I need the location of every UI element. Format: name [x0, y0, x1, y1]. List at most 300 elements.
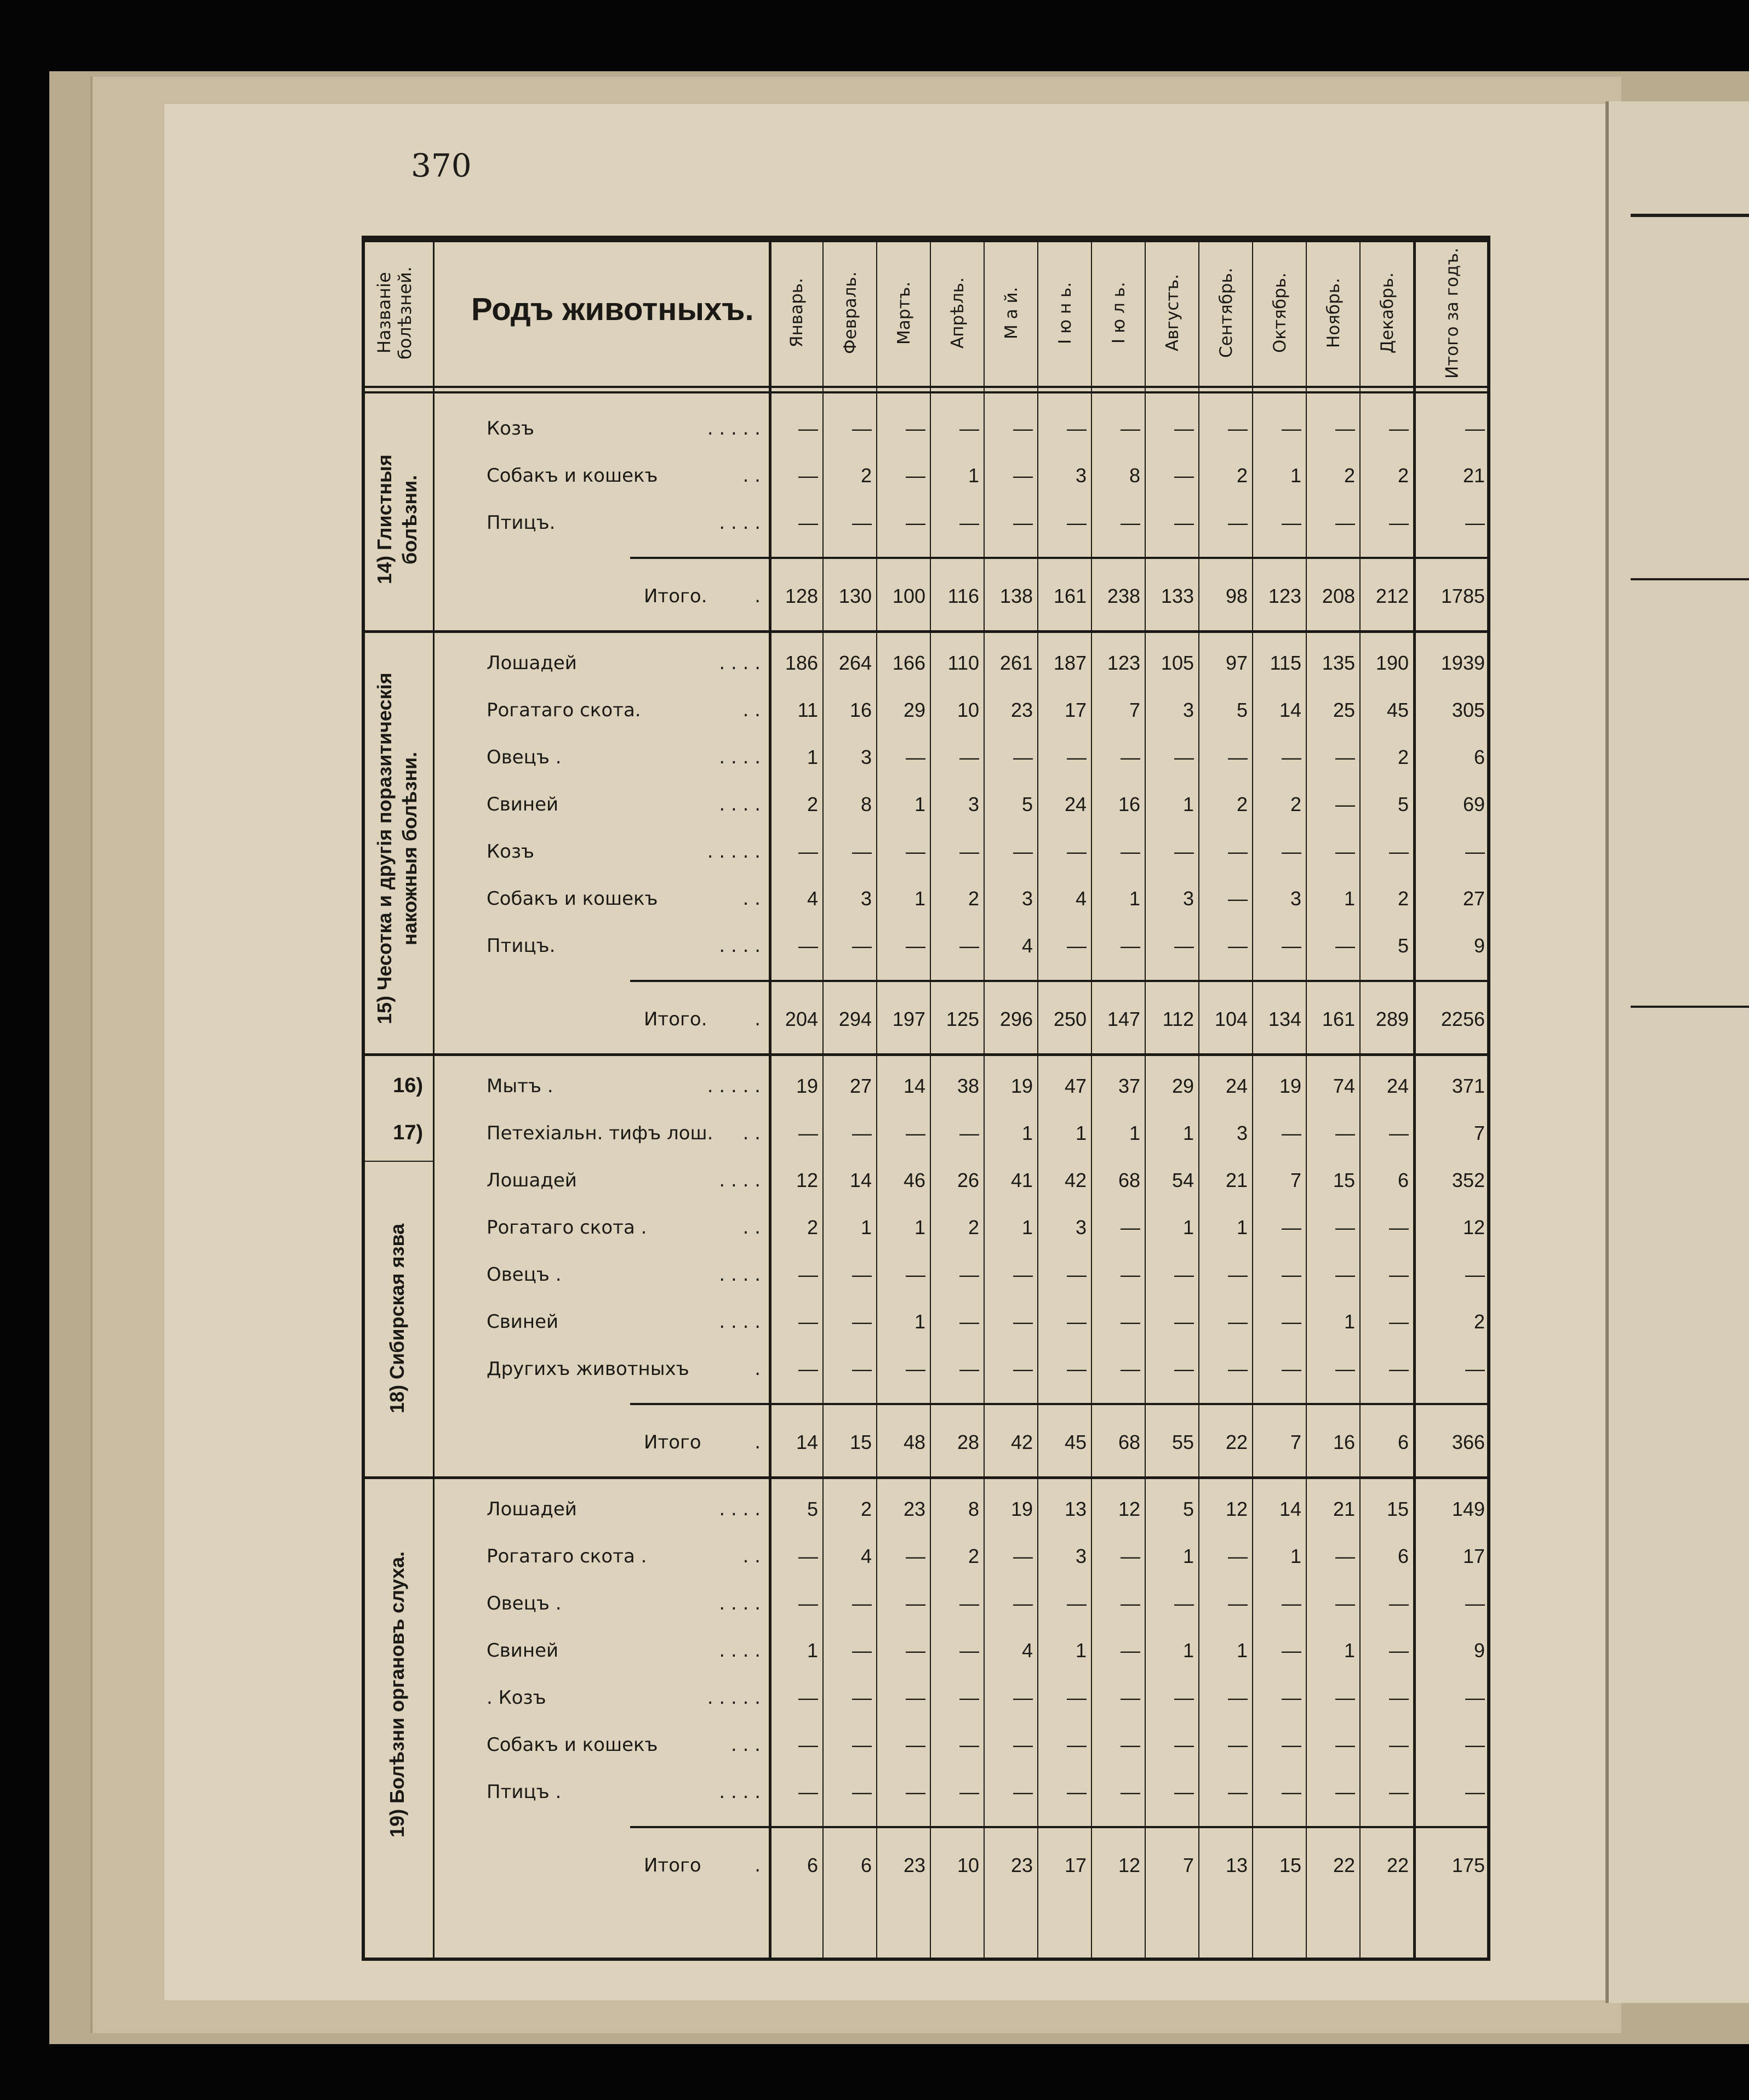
leader-dots: . . . . [719, 1498, 761, 1520]
section-label: 15) Чесотка и другія поразитическія накожныя болѣзни. [373, 672, 421, 1024]
table-cell: — [1174, 1357, 1194, 1380]
table-cell: 7 [1473, 1122, 1485, 1144]
table-cell: 166 [892, 652, 925, 674]
table-cell: 14 [849, 1169, 872, 1191]
table-cell: 3 [1290, 887, 1301, 910]
table-cell: 37 [1118, 1075, 1140, 1097]
table-cell: — [798, 417, 818, 440]
table-rule [1198, 239, 1199, 1958]
table-cell: — [1389, 1263, 1409, 1286]
animal-label: Мытъ . [487, 1075, 553, 1097]
table-cell: — [1282, 1686, 1301, 1709]
table-cell: 149 [1451, 1498, 1485, 1520]
table-cell: — [1013, 1592, 1033, 1614]
table-cell: 1939 [1441, 652, 1485, 674]
table-cell: 17 [1064, 699, 1087, 721]
table-cell: 27 [849, 1075, 872, 1097]
table-cell: — [798, 1781, 818, 1803]
animal-label: Петехіальн. тифъ лош. [487, 1122, 713, 1144]
section-number: 17) [393, 1121, 423, 1144]
table-cell: 5 [1021, 793, 1033, 815]
table-cell: 130 [838, 585, 872, 607]
table-cell: 123 [1268, 585, 1301, 607]
table-cell: 1 [968, 464, 979, 487]
table-cell: 2 [968, 1216, 979, 1239]
table-cell: — [1067, 1686, 1087, 1709]
table-cell: 1 [1075, 1122, 1087, 1144]
table-cell: 5 [807, 1498, 818, 1520]
table-cell: — [798, 1733, 818, 1756]
table-cell: — [1067, 417, 1087, 440]
table-cell: — [1282, 1781, 1301, 1803]
section-label: 14) Глистныя болѣзни. [373, 454, 421, 585]
table-cell: 14 [903, 1075, 925, 1097]
header-month: Апрѣль. [948, 277, 968, 349]
leader-dots: . [755, 585, 761, 607]
table-cell: — [798, 1357, 818, 1380]
table-cell: 16 [1333, 1431, 1355, 1453]
table-cell: — [1121, 417, 1140, 440]
table-cell: 42 [1010, 1431, 1033, 1453]
table-cell: — [1335, 1733, 1355, 1756]
table-cell: — [906, 1122, 925, 1144]
header-month: Февраль. [841, 271, 860, 355]
table-cell: — [1335, 934, 1355, 957]
table-cell: — [959, 1122, 979, 1144]
table-cell: — [1121, 840, 1140, 863]
table-cell: — [1282, 417, 1301, 440]
table-cell: — [906, 1781, 925, 1803]
table-cell: 8 [968, 1498, 979, 1520]
table-cell: — [852, 1733, 872, 1756]
table-cell: 38 [957, 1075, 979, 1097]
table-cell: 54 [1171, 1169, 1194, 1191]
table-cell: 147 [1107, 1008, 1140, 1030]
table-cell: 4 [1075, 887, 1087, 910]
subtotal-rule [630, 1403, 1490, 1405]
leader-dots: . . [742, 699, 761, 721]
next-page-rule [1631, 214, 1749, 217]
table-cell: 161 [1322, 1008, 1355, 1030]
table-cell: 125 [946, 1008, 979, 1030]
table-cell: — [1174, 1686, 1194, 1709]
table-cell: — [1389, 511, 1409, 534]
table-cell: — [1465, 1733, 1485, 1756]
table-cell: — [1389, 1733, 1409, 1756]
table-cell: 2 [1236, 464, 1248, 487]
table-cell: 366 [1451, 1431, 1485, 1453]
table-cell: 7 [1182, 1854, 1194, 1876]
animal-label: Рогатаго скота . [487, 1545, 647, 1567]
header-month: Мартъ. [894, 281, 914, 345]
table-cell: — [1228, 1263, 1248, 1286]
table-cell: — [1465, 1686, 1485, 1709]
table-cell: 2 [968, 1545, 979, 1567]
table-cell: 5 [1236, 699, 1248, 721]
table-cell: 4 [807, 887, 818, 910]
table-cell: — [906, 1545, 925, 1567]
table-cell: — [1013, 511, 1033, 534]
table-rule [1359, 239, 1361, 1958]
table-cell: 1 [1182, 1122, 1194, 1144]
table-cell: — [1282, 840, 1301, 863]
table-cell: 3 [1021, 887, 1033, 910]
table-cell: 19 [1010, 1498, 1033, 1520]
table-cell: 133 [1161, 585, 1194, 607]
table-cell: 6 [1473, 746, 1485, 768]
table-cell: — [1389, 1781, 1409, 1803]
table-cell: — [1174, 746, 1194, 768]
table-cell: 7 [1290, 1169, 1301, 1191]
table-cell: 100 [892, 585, 925, 607]
table-cell: 1785 [1441, 585, 1485, 607]
table-cell: — [1013, 746, 1033, 768]
table-cell: — [852, 1357, 872, 1380]
section-label: 19) Болѣзни органовъ слуха. [386, 1551, 408, 1838]
table-cell: — [1389, 1592, 1409, 1614]
table-cell: 8 [860, 793, 872, 815]
table-cell: 1 [1344, 1639, 1355, 1662]
table-cell: — [1282, 1733, 1301, 1756]
table-cell: — [852, 511, 872, 534]
table-cell: 28 [957, 1431, 979, 1453]
table-cell: — [1335, 793, 1355, 815]
table-cell: 296 [999, 1008, 1033, 1030]
table-cell: 264 [838, 652, 872, 674]
table-cell: — [906, 511, 925, 534]
table-cell: 110 [947, 652, 979, 674]
table-cell: — [1067, 934, 1087, 957]
table-cell: 55 [1171, 1431, 1194, 1453]
total-label: Итого. [644, 1008, 707, 1030]
section-rule [362, 630, 1490, 633]
table-cell: — [852, 934, 872, 957]
leader-dots: . . [742, 1545, 761, 1567]
table-cell: 2 [1397, 887, 1409, 910]
table-cell: 238 [1107, 585, 1140, 607]
subtotal-rule [630, 980, 1490, 982]
animal-label: Свиней [487, 1640, 559, 1662]
table-cell: 123 [1107, 652, 1140, 674]
table-cell: 5 [1397, 793, 1409, 815]
table-rule [433, 239, 435, 1958]
table-cell: — [906, 934, 925, 957]
table-cell: — [1174, 840, 1194, 863]
table-cell: — [1067, 746, 1087, 768]
table-cell: — [1465, 840, 1485, 863]
table-cell: 68 [1118, 1169, 1140, 1191]
table-cell: 15 [1279, 1854, 1301, 1876]
leader-dots: . . . . [719, 1593, 761, 1614]
leader-dots: . . . . . [707, 1687, 761, 1709]
header-month: Декабрь. [1378, 272, 1397, 353]
animal-label: Собакъ и кошекъ [487, 888, 658, 910]
table-cell: 6 [1397, 1545, 1409, 1567]
table-cell: 3 [968, 793, 979, 815]
table-cell: — [1013, 1686, 1033, 1709]
header-animal-column: Родъ животныхъ. [471, 292, 754, 327]
table-cell: — [1335, 1686, 1355, 1709]
table-cell: 23 [903, 1498, 925, 1520]
table-cell: — [852, 1310, 872, 1333]
table-cell: 1 [1344, 887, 1355, 910]
table-cell: — [852, 1263, 872, 1286]
table-cell: 23 [903, 1854, 925, 1876]
table-cell: — [852, 417, 872, 440]
table-cell: — [959, 417, 979, 440]
table-cell: 1 [1129, 1122, 1140, 1144]
table-cell: — [1228, 1686, 1248, 1709]
table-cell: 45 [1064, 1431, 1087, 1453]
table-cell: — [1335, 746, 1355, 768]
table-cell: — [959, 1263, 979, 1286]
table-cell: — [1282, 1357, 1301, 1380]
table-cell: 5 [1397, 934, 1409, 957]
table-cell: 1 [1182, 793, 1194, 815]
table-rule [930, 239, 931, 1958]
table-cell: — [1121, 1592, 1140, 1614]
table-cell: 21 [1333, 1498, 1355, 1520]
header-month: Октябрь. [1270, 272, 1290, 353]
page-number: 370 [411, 147, 472, 184]
table-cell: 175 [1451, 1854, 1485, 1876]
table-cell: — [852, 1639, 872, 1662]
table-cell: — [1067, 1592, 1087, 1614]
header-month: І ю н ь. [1055, 282, 1075, 344]
leader-dots: . . . . [719, 652, 761, 674]
section-rule [362, 1053, 1490, 1056]
table-cell: — [1228, 1733, 1248, 1756]
table-cell: — [798, 840, 818, 863]
table-rule [822, 239, 824, 1958]
table-cell: 48 [903, 1431, 925, 1453]
table-cell: 3 [1182, 887, 1194, 910]
table-cell: — [1174, 464, 1194, 487]
table-cell: 68 [1118, 1431, 1140, 1453]
table-cell: — [959, 1733, 979, 1756]
table-cell: — [1121, 1781, 1140, 1803]
table-cell: 104 [1214, 1008, 1248, 1030]
leader-dots: . . [742, 888, 761, 910]
table-cell: 1 [914, 793, 925, 815]
table-cell: 3 [1075, 1216, 1087, 1239]
table-cell: 22 [1386, 1854, 1409, 1876]
table-cell: — [1013, 1310, 1033, 1333]
table-rule [1306, 239, 1307, 1958]
table-cell: — [1335, 1592, 1355, 1614]
table-cell: 3 [1075, 1545, 1087, 1567]
table-cell: — [798, 464, 818, 487]
table-cell: — [959, 1592, 979, 1614]
table-cell: — [852, 1686, 872, 1709]
table-cell: — [1389, 1639, 1409, 1662]
table-cell: — [1013, 417, 1033, 440]
leader-dots: . . . . . [707, 841, 761, 863]
leader-dots: . . . . [719, 1169, 761, 1191]
table-cell: 6 [860, 1854, 872, 1876]
table-cell: — [852, 1122, 872, 1144]
table-cell: — [1282, 1592, 1301, 1614]
table-cell: — [1067, 1733, 1087, 1756]
animal-label: Лошадей [487, 1169, 577, 1191]
leader-dots: . . . . [719, 746, 761, 768]
table-cell: 2 [1397, 746, 1409, 768]
table-cell: 204 [785, 1008, 818, 1030]
table-cell: 22 [1225, 1431, 1248, 1453]
table-cell: 1 [1182, 1216, 1194, 1239]
leader-dots: . . . . [719, 1311, 761, 1333]
table-cell: — [1465, 511, 1485, 534]
animal-label: Свиней [487, 1311, 559, 1333]
table-cell: — [1282, 1216, 1301, 1239]
table-cell: — [1067, 1310, 1087, 1333]
table-cell: 41 [1010, 1169, 1033, 1191]
header-month: Итого за годъ. [1442, 247, 1462, 379]
table-cell: — [1282, 934, 1301, 957]
table-cell: 352 [1451, 1169, 1485, 1191]
animal-label: Собакъ и кошекъ [487, 465, 658, 487]
leader-dots: . . . . [719, 935, 761, 957]
table-cell: — [1121, 1686, 1140, 1709]
table-cell: 2 [1473, 1310, 1485, 1333]
animal-label: Овецъ . [487, 1264, 562, 1286]
table-cell: 6 [1397, 1169, 1409, 1191]
leader-dots: . . [742, 1122, 761, 1144]
table-cell: 46 [903, 1169, 925, 1191]
header-month: Ноябрь. [1324, 278, 1344, 348]
table-cell: — [798, 934, 818, 957]
header-disease-column: Названіе болѣзней. [374, 266, 415, 359]
table-cell: 187 [1053, 652, 1087, 674]
animal-label: Собакъ и кошекъ [487, 1734, 658, 1756]
table-cell: 10 [957, 1854, 979, 1876]
table-cell: 10 [957, 699, 979, 721]
next-page-rule [1631, 578, 1749, 580]
header-month: М а й. [1002, 287, 1021, 339]
table-cell: — [1174, 511, 1194, 534]
table-cell: 2 [968, 887, 979, 910]
table-cell: 116 [947, 585, 979, 607]
table-cell: — [1389, 1216, 1409, 1239]
table-cell: — [1228, 887, 1248, 910]
table-cell: — [906, 746, 925, 768]
header-month: Сентябрь. [1216, 267, 1236, 358]
table-cell: 14 [1279, 1498, 1301, 1520]
table-cell: 289 [1375, 1008, 1409, 1030]
table-cell: — [1389, 1310, 1409, 1333]
table-cell: 14 [1279, 699, 1301, 721]
table-cell: — [1013, 1781, 1033, 1803]
leader-dots: . . . . . [707, 1075, 761, 1097]
table-cell: — [1335, 511, 1355, 534]
table-cell: — [1121, 1263, 1140, 1286]
table-cell: 24 [1064, 793, 1087, 815]
table-cell: 3 [860, 746, 872, 768]
table-cell: — [1389, 1122, 1409, 1144]
table-cell: 7 [1290, 1431, 1301, 1453]
table-cell: 74 [1333, 1075, 1355, 1097]
table-cell: 47 [1064, 1075, 1087, 1097]
table-cell: 305 [1451, 699, 1485, 721]
table-cell: 1 [1075, 1639, 1087, 1662]
table-cell: 1 [860, 1216, 872, 1239]
table-cell: 115 [1270, 652, 1301, 674]
table-cell: 69 [1462, 793, 1485, 815]
table-cell: 9 [1473, 1639, 1485, 1662]
table-cell: — [959, 746, 979, 768]
table-cell: 1 [914, 1310, 925, 1333]
table-cell: 4 [1021, 1639, 1033, 1662]
table-cell: 371 [1451, 1075, 1485, 1097]
leader-dots: . . . . [719, 1781, 761, 1803]
leader-dots: . [755, 1008, 761, 1030]
header-month: І ю л ь. [1109, 282, 1129, 344]
table-cell: 5 [1182, 1498, 1194, 1520]
table-cell: — [1013, 1263, 1033, 1286]
table-cell: — [852, 840, 872, 863]
table-cell: — [1067, 1781, 1087, 1803]
animal-label: Овецъ . [487, 1593, 562, 1614]
table-cell: — [1389, 417, 1409, 440]
table-cell: 19 [796, 1075, 818, 1097]
table-cell: — [1282, 746, 1301, 768]
table-cell: 29 [903, 699, 925, 721]
table-cell: — [1174, 1592, 1194, 1614]
statistics-table [362, 236, 1490, 1961]
table-cell: 6 [807, 1854, 818, 1876]
table-right-rule [1487, 239, 1490, 1958]
table-cell: — [1228, 417, 1248, 440]
table-cell: — [906, 1357, 925, 1380]
table-cell: 134 [1268, 1008, 1301, 1030]
table-cell: — [1389, 1357, 1409, 1380]
table-cell: 161 [1053, 585, 1087, 607]
table-cell: — [798, 1592, 818, 1614]
table-cell: — [1121, 1310, 1140, 1333]
table-cell: 1 [807, 1639, 818, 1662]
leader-dots: . . [742, 1217, 761, 1239]
table-cell: — [1228, 1545, 1248, 1567]
table-cell: — [906, 1263, 925, 1286]
animal-label: Лошадей [487, 1498, 577, 1520]
table-cell: — [959, 1781, 979, 1803]
table-cell: 16 [849, 699, 872, 721]
table-cell: — [906, 464, 925, 487]
next-page-edge [1605, 101, 1749, 2003]
table-rule [984, 239, 985, 1958]
table-cell: — [1228, 1357, 1248, 1380]
table-cell: — [1013, 1545, 1033, 1567]
table-rule [769, 239, 771, 1958]
table-cell: 12 [1118, 1854, 1140, 1876]
table-cell: 15 [1333, 1169, 1355, 1191]
leader-dots: . . . . [719, 512, 761, 534]
table-cell: — [1174, 1733, 1194, 1756]
table-cell: 1 [1021, 1122, 1033, 1144]
leader-dots: . . [742, 465, 761, 487]
table-cell: — [1067, 1263, 1087, 1286]
table-cell: 11 [797, 699, 818, 721]
animal-label: Свиней [487, 794, 559, 815]
table-cell: 1 [1182, 1545, 1194, 1567]
table-cell: — [959, 840, 979, 863]
table-rule [1413, 239, 1416, 1958]
table-cell: — [959, 1639, 979, 1662]
table-cell: 26 [957, 1169, 979, 1191]
table-cell: 24 [1386, 1075, 1409, 1097]
table-cell: 186 [785, 652, 818, 674]
table-cell: 2 [860, 464, 872, 487]
